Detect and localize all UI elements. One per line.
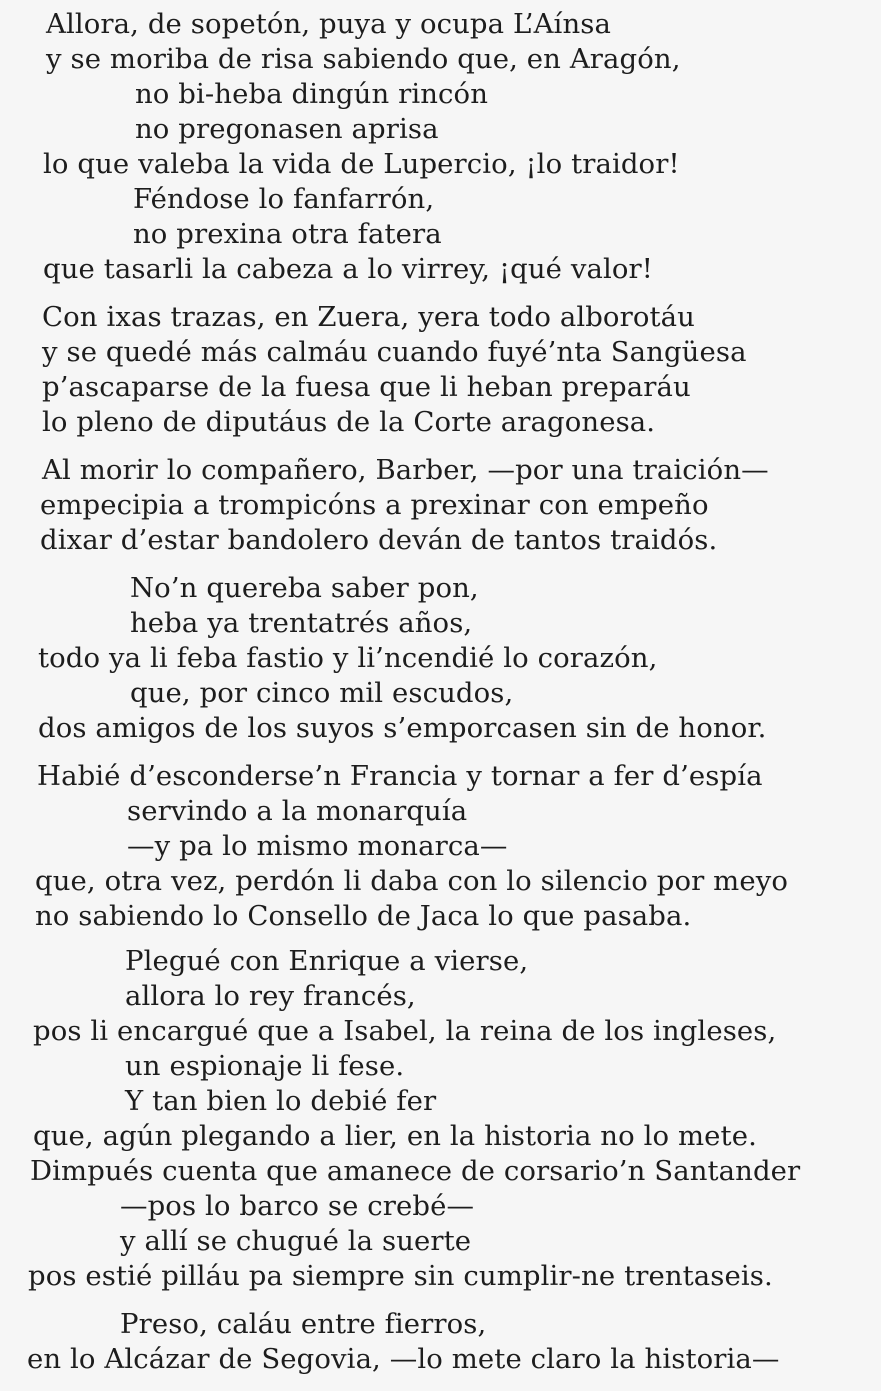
- poem-line: servindo a la monarquía: [127, 795, 468, 827]
- poem-line: pos estié pilláu pa siempre sin cumplir-ne trentaseis.: [28, 1260, 773, 1292]
- poem-line: Habié d’esconderse’n Francia y tornar a fer d’espía: [37, 760, 763, 792]
- poem-line: y se moriba de risa sabiendo que, en Aragón,: [46, 43, 681, 75]
- poem-line: un espionaje li fese.: [125, 1050, 405, 1082]
- poem-line: heba ya trentatrés años,: [130, 607, 473, 639]
- poem-line: no bi-heba dingún rincón: [135, 78, 489, 110]
- poem-line: que, agún plegando a lier, en la historia no lo mete.: [33, 1120, 757, 1152]
- poem-line: —pos lo barco se crebé—: [120, 1190, 475, 1222]
- poem-line: Féndose lo fanfarrón,: [133, 183, 435, 215]
- poem-line: lo pleno de diputáus de la Corte aragonesa.: [42, 406, 656, 438]
- poem-line: empecipia a trompicóns a prexinar con empeño: [40, 489, 709, 521]
- poem-line: pos li encargué que a Isabel, la reina de los ingleses,: [33, 1015, 777, 1047]
- poem-line: Plegué con Enrique a vierse,: [125, 945, 529, 977]
- poem-line: no pregonasen aprisa: [135, 113, 439, 145]
- poem-line: allora lo rey francés,: [125, 980, 416, 1012]
- poem-line: y se quedé más calmáu cuando fuyé’nta Sangüesa: [42, 336, 747, 368]
- poem-line: que, otra vez, perdón li daba con lo silencio por meyo: [35, 865, 789, 897]
- poem-line: Preso, caláu entre fierros,: [120, 1308, 487, 1340]
- poem-line: dos amigos de los suyos s’emporcasen sin de honor.: [38, 712, 767, 744]
- poem-line: en lo Alcázar de Segovia, —lo mete claro la historia—: [27, 1343, 780, 1375]
- poem-line: dixar d’estar bandolero deván de tantos traidós.: [40, 524, 718, 556]
- poem-line: p’ascaparse de la fuesa que li heban preparáu: [42, 371, 691, 403]
- poem-line: lo que valeba la vida de Lupercio, ¡lo traidor!: [43, 148, 680, 180]
- poem-line: Con ixas trazas, en Zuera, yera todo alborotáu: [42, 301, 695, 333]
- poem-line: que tasarli la cabeza a lo virrey, ¡qué valor!: [43, 253, 653, 285]
- poem-line: todo ya li feba fastio y li’ncendié lo corazón,: [38, 642, 658, 674]
- poem-line: Dimpués cuenta que amanece de corsario’n Santander: [30, 1155, 801, 1187]
- poem-line: Allora, de sopetón, puya y ocupa L’Aínsa: [46, 8, 611, 40]
- poem-line: y allí se chugué la suerte: [120, 1225, 472, 1257]
- poem-line: Y tan bien lo debié fer: [125, 1085, 437, 1117]
- poem-line: que, por cinco mil escudos,: [130, 677, 514, 709]
- poem-line: No’n quereba saber pon,: [130, 572, 479, 604]
- poem-line: —y pa lo mismo monarca—: [127, 830, 508, 862]
- poem-line: no prexina otra fatera: [133, 218, 442, 250]
- poem-line: Al morir lo compañero, Barber, —por una traición—: [42, 454, 769, 486]
- poem-line: no sabiendo lo Consello de Jaca lo que pasaba.: [35, 900, 692, 932]
